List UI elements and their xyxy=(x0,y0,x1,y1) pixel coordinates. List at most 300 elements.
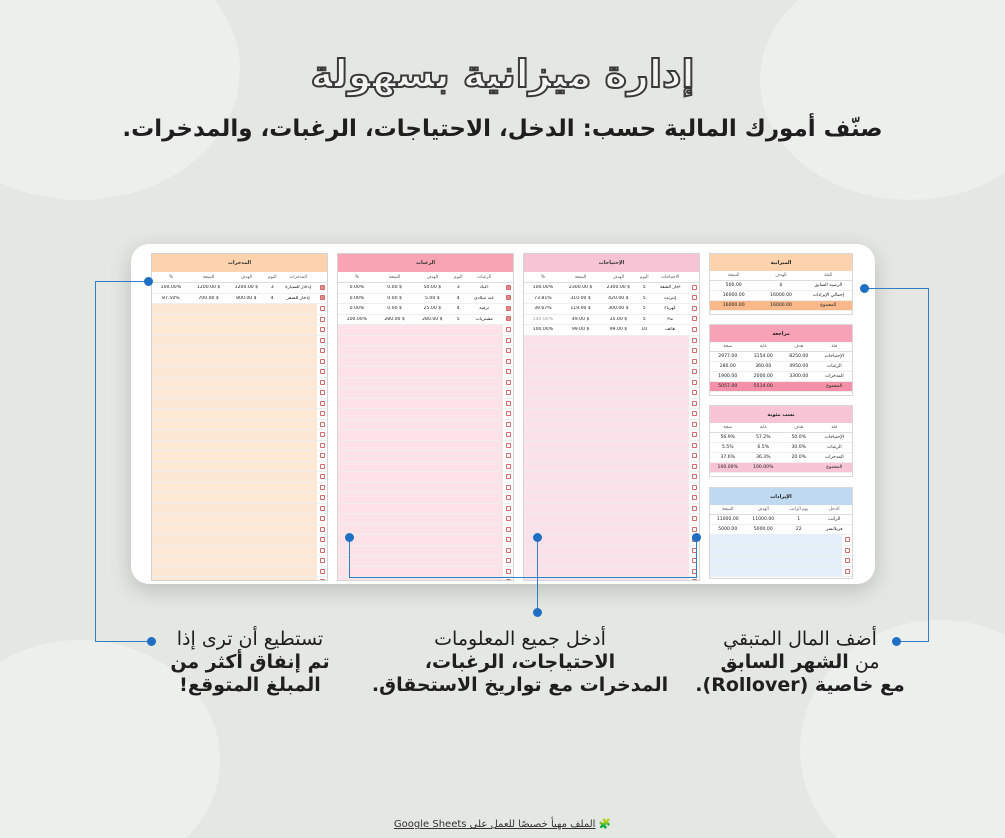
item-day[interactable]: 4 xyxy=(456,306,460,312)
empty-row[interactable] xyxy=(524,451,699,462)
empty-row[interactable] xyxy=(152,315,327,326)
empty-row[interactable] xyxy=(338,451,513,462)
row-result: 2977.00 xyxy=(718,354,738,359)
empty-row[interactable] xyxy=(524,409,699,420)
checkbox[interactable] xyxy=(506,579,511,581)
item-goal[interactable]: $ 2300.00 xyxy=(606,285,631,291)
checkbox[interactable] xyxy=(506,516,511,521)
empty-row[interactable] xyxy=(338,525,513,536)
empty-row[interactable] xyxy=(338,409,513,420)
column-header: % xyxy=(540,274,545,280)
column-header: اليوم xyxy=(267,274,277,280)
row-target: 30.0% xyxy=(791,445,807,450)
checkbox[interactable] xyxy=(506,485,511,490)
empty-row[interactable] xyxy=(152,336,327,347)
row-result: 1900.00 xyxy=(718,374,738,379)
checkbox[interactable] xyxy=(692,453,697,458)
checkbox[interactable] xyxy=(692,401,697,406)
checkbox[interactable] xyxy=(320,516,325,521)
empty-row[interactable] xyxy=(152,535,327,546)
empty-row[interactable] xyxy=(338,556,513,567)
table-row xyxy=(710,372,852,382)
empty-row[interactable] xyxy=(338,514,513,525)
empty-row[interactable] xyxy=(524,472,699,483)
empty-row[interactable] xyxy=(524,514,699,525)
table-row xyxy=(152,294,327,305)
checkbox[interactable] xyxy=(320,295,325,300)
item-goal[interactable]: $ 5.00 xyxy=(425,295,440,301)
checkbox[interactable] xyxy=(506,495,511,500)
checkbox[interactable] xyxy=(506,548,511,553)
checkbox[interactable] xyxy=(692,495,697,500)
wants-header: الرغبات xyxy=(338,254,513,272)
savings-sheet xyxy=(151,253,328,581)
empty-row[interactable] xyxy=(152,420,327,431)
item-name[interactable]: مشتريات xyxy=(475,316,493,322)
table-row xyxy=(710,453,852,463)
empty-row[interactable] xyxy=(152,409,327,420)
empty-row[interactable] xyxy=(152,525,327,536)
checkbox[interactable] xyxy=(692,369,697,374)
checkbox[interactable] xyxy=(506,474,511,479)
empty-row[interactable] xyxy=(338,378,513,389)
checkbox[interactable] xyxy=(692,316,697,321)
checkbox[interactable] xyxy=(506,316,511,321)
empty-row[interactable] xyxy=(524,430,699,441)
checkbox[interactable] xyxy=(692,506,697,511)
empty-rows[interactable] xyxy=(152,304,327,581)
empty-row[interactable] xyxy=(524,462,699,473)
page-subtitle: صنّف أمورك المالية حسب: الدخل، الاحتياجات، الرغبات، والمدخرات. xyxy=(122,116,883,142)
column-header: الهدف xyxy=(240,274,252,280)
item-result[interactable]: $ 2300.00 xyxy=(568,285,593,291)
checkbox[interactable] xyxy=(692,527,697,532)
checkbox[interactable] xyxy=(320,432,325,437)
row-result: 16000.00 xyxy=(722,303,745,308)
checkbox[interactable] xyxy=(692,348,697,353)
connector-line xyxy=(696,537,697,578)
empty-row[interactable] xyxy=(338,357,513,368)
empty-row[interactable] xyxy=(152,304,327,315)
empty-rows[interactable] xyxy=(338,325,513,581)
column-header: النتيجة xyxy=(574,274,587,280)
checkbox[interactable] xyxy=(692,516,697,521)
checkbox[interactable] xyxy=(320,317,325,322)
checkbox[interactable] xyxy=(320,537,325,542)
row-goal[interactable]: 5000.00 xyxy=(753,527,773,532)
checkbox[interactable] xyxy=(845,548,850,553)
item-result[interactable]: $ 0.00 xyxy=(387,306,402,312)
item-day[interactable]: 5 xyxy=(642,295,646,301)
empty-row[interactable] xyxy=(152,577,327,581)
column-header: المدخرات xyxy=(289,274,307,280)
item-result[interactable]: $ 99.00 xyxy=(571,327,590,333)
empty-row[interactable] xyxy=(152,546,327,557)
checkbox[interactable] xyxy=(320,548,325,553)
item-goal[interactable]: $ 300.00 xyxy=(608,306,629,312)
table-row xyxy=(338,304,513,315)
empty-row[interactable] xyxy=(338,546,513,557)
column-header: الهدف xyxy=(775,273,787,278)
checkbox[interactable] xyxy=(506,432,511,437)
empty-row[interactable] xyxy=(524,346,699,357)
row-goal: 36.3% xyxy=(755,455,771,460)
empty-row[interactable] xyxy=(152,399,327,410)
item-result[interactable]: $ 49.00 xyxy=(571,316,590,322)
table-row-total xyxy=(710,463,852,473)
table-row xyxy=(710,291,852,301)
checkbox[interactable] xyxy=(506,348,511,353)
item-result[interactable]: $ 0.00 xyxy=(387,285,402,291)
row-label[interactable]: الراتب xyxy=(828,517,841,522)
connector-line xyxy=(95,641,150,642)
checkbox[interactable] xyxy=(320,285,325,290)
checkbox[interactable] xyxy=(320,474,325,479)
row-label: الرغبات xyxy=(826,445,842,450)
checkbox[interactable] xyxy=(320,495,325,500)
caption-line: تستطيع أن ترى إذا xyxy=(176,628,324,650)
item-day[interactable]: 5 xyxy=(642,306,646,312)
item-day[interactable]: 5 xyxy=(642,285,646,291)
column-header: يوم الراتب xyxy=(789,507,809,512)
item-name[interactable]: كهرباء xyxy=(664,306,676,312)
empty-row[interactable] xyxy=(152,451,327,462)
column-header: غاية xyxy=(759,425,767,430)
table-row xyxy=(524,315,699,326)
empty-row[interactable] xyxy=(152,567,327,578)
item-day[interactable]: 4 xyxy=(456,295,460,301)
table-row xyxy=(152,283,327,294)
needs-columns xyxy=(524,272,699,283)
empty-row[interactable] xyxy=(152,556,327,567)
empty-row[interactable] xyxy=(338,493,513,504)
item-day[interactable]: 3 xyxy=(456,285,460,291)
checkbox[interactable] xyxy=(692,285,697,290)
connector-line xyxy=(349,537,350,578)
empty-row[interactable] xyxy=(152,462,327,473)
checkbox[interactable] xyxy=(506,537,511,542)
empty-row[interactable] xyxy=(338,420,513,431)
empty-row[interactable] xyxy=(710,567,852,578)
empty-row[interactable] xyxy=(338,462,513,473)
item-name[interactable]: هاتف xyxy=(665,327,676,333)
empty-row[interactable] xyxy=(338,399,513,410)
row-result[interactable]: 11000.00 xyxy=(716,517,739,522)
wants-sheet xyxy=(337,253,514,581)
empty-row[interactable] xyxy=(152,514,327,525)
item-percent: 140.00% xyxy=(532,316,554,322)
checkbox[interactable] xyxy=(692,432,697,437)
row-result[interactable]: 5000.00 xyxy=(718,527,738,532)
row-goal: 16000.00 xyxy=(770,293,792,298)
column-header: اليوم xyxy=(639,274,649,280)
empty-row[interactable] xyxy=(152,483,327,494)
column-header: نتيجة xyxy=(723,344,733,349)
checkbox[interactable] xyxy=(692,295,697,300)
empty-row[interactable] xyxy=(152,441,327,452)
checkbox[interactable] xyxy=(320,338,325,343)
checkbox[interactable] xyxy=(692,422,697,427)
item-percent: 100.00% xyxy=(160,285,182,291)
empty-rows[interactable] xyxy=(524,336,699,582)
row-label: الإحتياجات xyxy=(824,354,844,359)
item-goal[interactable]: $ 1200.00 xyxy=(234,285,259,291)
empty-row[interactable] xyxy=(338,567,513,578)
checkbox[interactable] xyxy=(320,327,325,332)
checkbox[interactable] xyxy=(506,411,511,416)
row-result: 5.5% xyxy=(721,445,734,450)
checkbox[interactable] xyxy=(692,464,697,469)
item-name[interactable]: أجار الشقة xyxy=(659,285,681,291)
empty-row[interactable] xyxy=(524,399,699,410)
checkbox[interactable] xyxy=(320,506,325,511)
item-percent: 39.67% xyxy=(534,306,552,312)
row-target: 50.0% xyxy=(791,435,807,440)
item-result[interactable]: $ 280.00 xyxy=(384,316,405,322)
row-goal: 360.00 xyxy=(755,364,772,369)
checkbox[interactable] xyxy=(506,327,511,332)
checkbox[interactable] xyxy=(320,569,325,574)
wants-columns xyxy=(338,272,513,283)
item-result[interactable]: $ 0.00 xyxy=(387,295,402,301)
table-row xyxy=(710,525,852,535)
checkbox[interactable] xyxy=(320,579,325,581)
item-name[interactable]: ماء xyxy=(667,316,674,322)
checkbox[interactable] xyxy=(506,453,511,458)
footer-text[interactable]: الملف مهيأ خصيصًا للعمل على Google Sheets xyxy=(393,819,596,830)
review-table xyxy=(709,324,853,396)
checkbox[interactable] xyxy=(506,295,511,300)
checkbox[interactable] xyxy=(320,453,325,458)
empty-row[interactable] xyxy=(524,535,699,546)
checkbox[interactable] xyxy=(320,443,325,448)
checkbox[interactable] xyxy=(320,464,325,469)
item-day[interactable]: 3 xyxy=(270,285,274,291)
checkbox[interactable] xyxy=(320,485,325,490)
column-header: فئة xyxy=(831,425,838,430)
item-name[interactable]: ترفيه xyxy=(479,306,490,312)
empty-row[interactable] xyxy=(710,556,852,567)
empty-row[interactable] xyxy=(152,504,327,515)
checkbox[interactable] xyxy=(692,411,697,416)
item-name[interactable]: إنترنت xyxy=(663,295,677,301)
checkbox[interactable] xyxy=(692,338,697,343)
checkbox[interactable] xyxy=(320,369,325,374)
item-goal[interactable]: $ 420.00 xyxy=(608,295,629,301)
checkbox[interactable] xyxy=(506,443,511,448)
empty-row[interactable] xyxy=(338,535,513,546)
checkbox[interactable] xyxy=(692,380,697,385)
item-result[interactable]: $ 700.00 xyxy=(198,295,219,301)
checkbox[interactable] xyxy=(692,485,697,490)
checkbox[interactable] xyxy=(506,422,511,427)
checkbox[interactable] xyxy=(845,569,850,574)
checkbox[interactable] xyxy=(845,558,850,563)
empty-row[interactable] xyxy=(710,535,852,546)
item-day[interactable]: 4 xyxy=(270,295,274,301)
table-row xyxy=(710,352,852,362)
percentage-table xyxy=(709,405,853,477)
empty-row[interactable] xyxy=(338,367,513,378)
checkbox[interactable] xyxy=(692,327,697,332)
empty-row[interactable] xyxy=(524,556,699,567)
row-result[interactable]: 500.00 xyxy=(725,283,742,288)
empty-row[interactable] xyxy=(338,430,513,441)
connector-line xyxy=(349,577,697,578)
connector-line xyxy=(864,288,929,289)
empty-row[interactable] xyxy=(524,357,699,368)
item-name[interactable]: عيد ميلادي xyxy=(474,295,495,301)
ratio-title: نسب مئوية xyxy=(710,406,852,423)
checkbox[interactable] xyxy=(506,338,511,343)
item-goal[interactable]: $ 25.00 xyxy=(423,306,442,312)
caption-line: أضف المال المتبقي xyxy=(723,628,877,650)
empty-row[interactable] xyxy=(152,346,327,357)
checkbox[interactable] xyxy=(320,348,325,353)
checkbox[interactable] xyxy=(692,306,697,311)
empty-row[interactable] xyxy=(524,367,699,378)
row-label[interactable]: فريلانسر xyxy=(825,527,843,532)
item-percent: 73.81% xyxy=(534,295,552,301)
table-row xyxy=(710,433,852,443)
checkbox[interactable] xyxy=(845,537,850,542)
checkbox[interactable] xyxy=(506,569,511,574)
empty-row[interactable] xyxy=(152,367,327,378)
table-row xyxy=(710,281,852,291)
checkbox[interactable] xyxy=(692,579,697,581)
checkbox[interactable] xyxy=(320,390,325,395)
checkbox[interactable] xyxy=(506,359,511,364)
empty-row[interactable] xyxy=(152,357,327,368)
checkbox[interactable] xyxy=(320,401,325,406)
empty-row[interactable] xyxy=(524,493,699,504)
checkbox[interactable] xyxy=(506,380,511,385)
empty-row[interactable] xyxy=(338,504,513,515)
checkbox[interactable] xyxy=(506,464,511,469)
empty-row[interactable] xyxy=(152,378,327,389)
empty-row[interactable] xyxy=(152,430,327,441)
page-title: إدارة ميزانية بسهولة xyxy=(310,52,695,96)
item-result[interactable]: $ 1200.00 xyxy=(196,285,221,291)
row-goal: 3154.00 xyxy=(753,354,773,359)
checkbox[interactable] xyxy=(506,285,511,290)
checkbox[interactable] xyxy=(506,506,511,511)
empty-row[interactable] xyxy=(524,378,699,389)
empty-row[interactable] xyxy=(710,546,852,557)
checkbox[interactable] xyxy=(320,422,325,427)
empty-row[interactable] xyxy=(152,472,327,483)
checkbox[interactable] xyxy=(320,558,325,563)
checkbox[interactable] xyxy=(692,443,697,448)
empty-row[interactable] xyxy=(152,388,327,399)
item-name[interactable]: أعياد xyxy=(479,285,489,291)
checkbox[interactable] xyxy=(320,359,325,364)
empty-row[interactable] xyxy=(524,567,699,578)
column-header: % xyxy=(354,274,359,280)
checkbox[interactable] xyxy=(506,369,511,374)
row-day[interactable]: 22 xyxy=(795,527,802,532)
connector-dot xyxy=(533,608,542,617)
empty-row[interactable] xyxy=(338,483,513,494)
checkbox[interactable] xyxy=(692,359,697,364)
table-row xyxy=(710,515,852,525)
empty-row[interactable] xyxy=(338,346,513,357)
table-row xyxy=(524,304,699,315)
checkbox[interactable] xyxy=(320,380,325,385)
checkbox[interactable] xyxy=(320,527,325,532)
empty-row[interactable] xyxy=(524,546,699,557)
item-goal[interactable]: $ 50.00 xyxy=(423,285,442,291)
row-day[interactable]: 1 xyxy=(797,517,801,522)
table-row xyxy=(338,283,513,294)
checkbox[interactable] xyxy=(506,401,511,406)
item-percent: 100.00% xyxy=(532,285,554,291)
column-header: نتيجة xyxy=(723,425,733,430)
empty-row[interactable] xyxy=(338,388,513,399)
row-goal: 16000.00 xyxy=(770,303,792,308)
caption-line: المبلغ المتوقع! xyxy=(179,674,321,696)
item-goal[interactable]: $ 35.00 xyxy=(609,316,628,322)
checkbox[interactable] xyxy=(506,306,511,311)
empty-row[interactable] xyxy=(152,325,327,336)
empty-rows[interactable] xyxy=(710,535,852,577)
item-goal[interactable]: $ 280.00 xyxy=(422,316,443,322)
spreadsheet-preview xyxy=(131,244,875,584)
item-name[interactable]: إدخار للسفر xyxy=(286,295,310,301)
item-day[interactable]: 5 xyxy=(456,316,460,322)
connector-dot xyxy=(144,277,153,286)
column-header: اليوم xyxy=(453,274,463,280)
empty-row[interactable] xyxy=(338,336,513,347)
empty-row[interactable] xyxy=(338,325,513,336)
row-target: 3300.00 xyxy=(789,374,809,379)
checkbox[interactable] xyxy=(320,411,325,416)
checkbox[interactable] xyxy=(506,527,511,532)
row-goal: 6.5% xyxy=(757,445,770,450)
empty-row[interactable] xyxy=(338,472,513,483)
review-title: مراجعة xyxy=(710,325,852,342)
checkbox[interactable] xyxy=(320,306,325,311)
item-result[interactable]: $ 310.00 xyxy=(570,295,591,301)
empty-row[interactable] xyxy=(524,525,699,536)
checkbox[interactable] xyxy=(506,558,511,563)
item-day[interactable]: 5 xyxy=(642,316,646,322)
column-header: الهدف xyxy=(426,274,438,280)
empty-row[interactable] xyxy=(524,441,699,452)
empty-row[interactable] xyxy=(524,504,699,515)
checkbox[interactable] xyxy=(506,390,511,395)
empty-row[interactable] xyxy=(524,483,699,494)
empty-row[interactable] xyxy=(524,420,699,431)
empty-row[interactable] xyxy=(152,493,327,504)
empty-row[interactable] xyxy=(338,441,513,452)
caption-line: الاحتياجات، الرغبات، xyxy=(424,651,616,673)
currency-sign: $ xyxy=(779,283,783,288)
row-label: الرغبات xyxy=(826,364,842,369)
item-day[interactable]: 10 xyxy=(641,327,648,333)
empty-row[interactable] xyxy=(524,336,699,347)
checkbox[interactable] xyxy=(692,474,697,479)
row-goal[interactable]: 11000.00 xyxy=(752,517,775,522)
empty-row[interactable] xyxy=(524,388,699,399)
row-result: 16000.00 xyxy=(722,293,745,298)
item-goal[interactable]: $ 99.00 xyxy=(609,327,628,333)
item-result[interactable]: $ 119.00 xyxy=(570,306,591,312)
row-result: 100.00% xyxy=(717,465,738,470)
checkbox[interactable] xyxy=(692,390,697,395)
item-goal[interactable]: $ 800.00 xyxy=(236,295,257,301)
item-name[interactable]: إدخار للسيارة xyxy=(285,285,311,291)
